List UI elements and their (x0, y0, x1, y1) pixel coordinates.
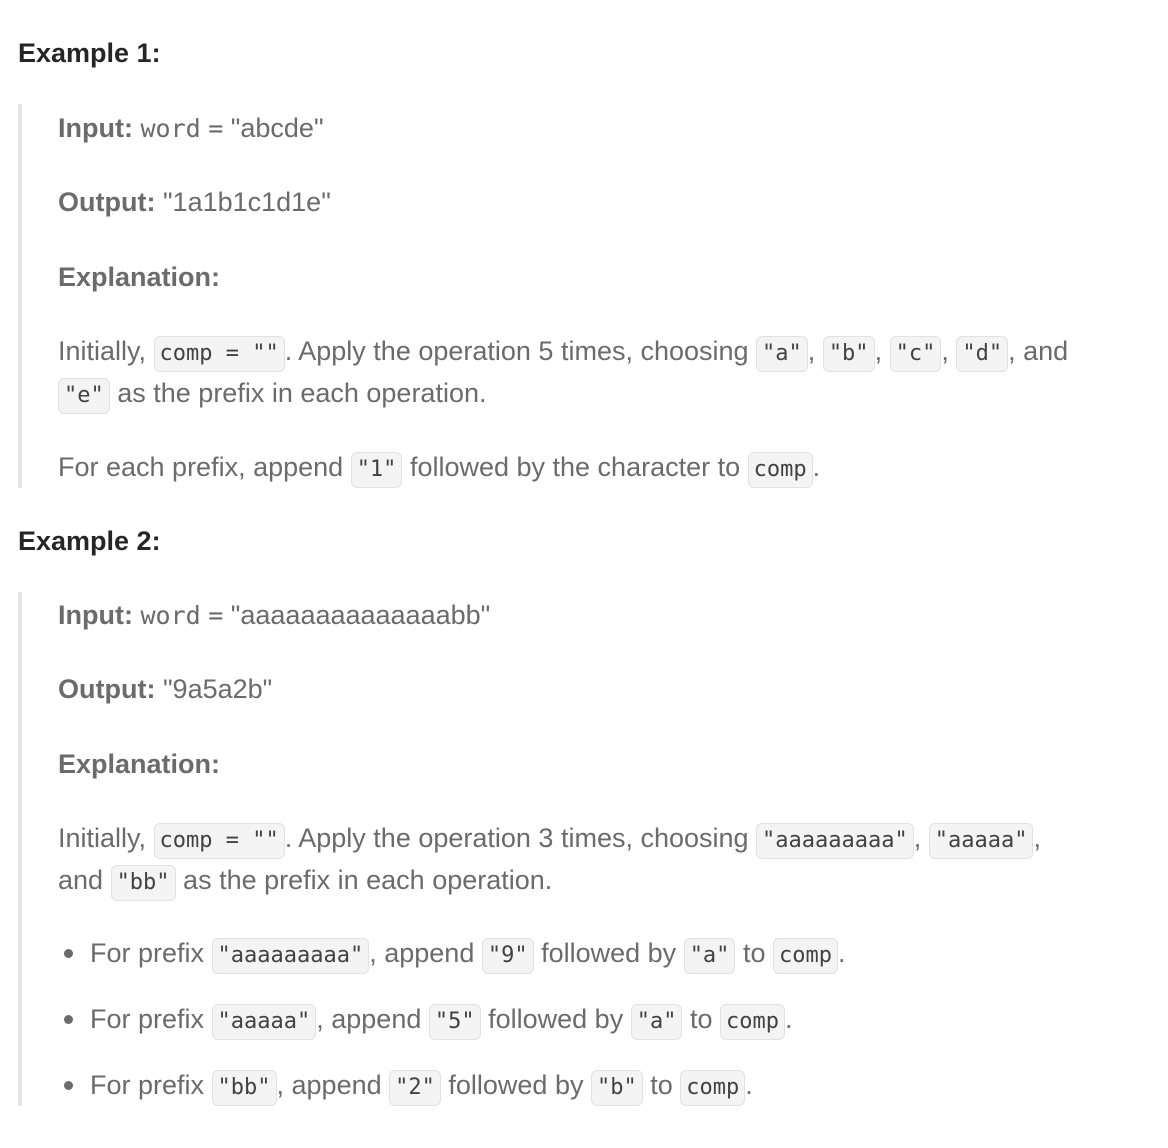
text-span: as the prefix in each operation. (109, 378, 487, 408)
text-span: to (642, 1070, 681, 1100)
example-1-explanation-paragraph (58, 330, 1158, 414)
text-span: For each prefix, append (58, 452, 351, 482)
example-1-heading: Example 1: (18, 38, 161, 68)
inline-code: "b" (823, 336, 875, 372)
inline-code: "aaaaaaaaa" (212, 938, 370, 974)
inline-code: "e" (58, 378, 110, 414)
example-1-output (58, 182, 331, 222)
example-2-heading: Example 2: (18, 526, 161, 556)
text-span: , append (276, 1070, 390, 1100)
inline-code: "bb" (212, 1070, 277, 1106)
text-span: For prefix (90, 1070, 212, 1100)
example-1-block (18, 104, 1158, 488)
input-label: Input: (58, 113, 133, 143)
example-1-explanation-paragraph-2 (58, 447, 820, 488)
text-span: as the prefix in each operation. (175, 865, 553, 895)
inline-code: "b" (591, 1070, 643, 1106)
text-span: followed by the character to (402, 452, 748, 482)
text-span: followed by (480, 1004, 631, 1034)
bullet-dot-icon (64, 949, 73, 958)
inline-code: "d" (956, 336, 1008, 372)
input-variable: word (140, 114, 201, 143)
text-span: followed by (440, 1070, 591, 1100)
explanation-label: Explanation: (58, 262, 221, 292)
example-2-explanation-paragraph (58, 817, 1158, 901)
text-span: , append (369, 938, 482, 968)
input-variable: word (140, 601, 201, 630)
example-2-explanation-label (58, 744, 220, 784)
output-value: "1a1b1c1d1e" (162, 187, 331, 217)
text-span: , (1033, 823, 1041, 853)
inline-code: "c" (890, 336, 942, 372)
text-span: . (784, 1004, 793, 1034)
text-span: . Apply the operation 3 times, choosing (284, 823, 757, 853)
output-value: "9a5a2b" (162, 674, 273, 704)
input-equals: = (208, 601, 224, 630)
inline-code: "a" (631, 1004, 683, 1040)
inline-code: "2" (389, 1070, 441, 1106)
bullet-dot-icon (64, 1081, 73, 1090)
list-item (58, 1065, 845, 1131)
inline-code: "1" (351, 452, 403, 488)
example-2-bullet-list (58, 933, 845, 1131)
inline-code: comp (748, 452, 813, 488)
example-1-input (58, 108, 324, 149)
text-span: to (682, 1004, 720, 1034)
input-label: Input: (58, 600, 133, 630)
text-span: to (735, 938, 773, 968)
text-span: , and (1008, 336, 1069, 366)
text-span: For prefix (90, 938, 212, 968)
list-item (58, 933, 845, 999)
inline-code: comp (773, 938, 838, 974)
text-span: and (58, 865, 111, 895)
list-item (58, 999, 845, 1065)
bullet-dot-icon (64, 1015, 73, 1024)
text-span: followed by (533, 938, 684, 968)
inline-code: "aaaaa" (212, 1004, 317, 1040)
text-span: . (745, 1070, 753, 1100)
text-span: For prefix (90, 1004, 212, 1034)
inline-code: "aaaaaaaaa" (756, 823, 914, 859)
example-2-input (58, 595, 490, 636)
input-value: "abcde" (230, 113, 324, 143)
input-value: "aaaaaaaaaaaaaabb" (230, 600, 491, 630)
input-equals: = (208, 114, 224, 143)
inline-code: comp (680, 1070, 745, 1106)
text-span: Initially, (58, 823, 154, 853)
example-2-block (18, 592, 1158, 1106)
inline-code: comp = "" (154, 336, 285, 372)
explanation-label: Explanation: (58, 749, 221, 779)
text-span: Initially, (58, 336, 154, 366)
inline-code: "a" (684, 938, 736, 974)
text-span: , append (316, 1004, 429, 1034)
output-label: Output: (58, 674, 156, 704)
inline-code: "bb" (111, 865, 176, 901)
inline-code: "9" (482, 938, 534, 974)
text-span: , (874, 336, 890, 366)
text-span: . Apply the operation 5 times, choosing (284, 336, 757, 366)
text-span: , (941, 336, 957, 366)
inline-code: "a" (756, 336, 808, 372)
text-span: , (913, 823, 929, 853)
output-label: Output: (58, 187, 156, 217)
inline-code: "aaaaa" (929, 823, 1034, 859)
inline-code: "5" (429, 1004, 481, 1040)
inline-code: comp (720, 1004, 785, 1040)
inline-code: comp = "" (154, 823, 285, 859)
example-2-output (58, 669, 272, 709)
example-1-explanation-label (58, 257, 220, 297)
text-span: . (837, 938, 846, 968)
text-span: , (807, 336, 823, 366)
text-span: . (812, 452, 821, 482)
